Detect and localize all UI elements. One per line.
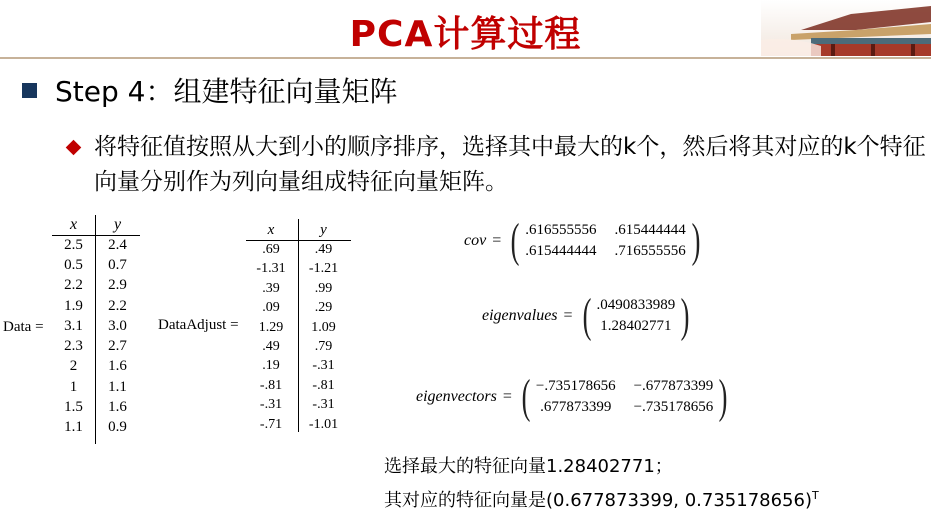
result-text <box>384 452 819 515</box>
eigenvalues-vector <box>482 289 693 342</box>
cov-grid <box>523 222 688 260</box>
adjust_table-cell: .79 <box>314 339 333 355</box>
data_table-cell: 1.9 <box>64 297 83 314</box>
cov-entry: .716555556 <box>614 243 686 259</box>
cov-name: cov <box>464 232 487 249</box>
eigenvectors-entry: −.735178656 <box>633 399 714 415</box>
data_table-cell: 3.0 <box>108 317 127 334</box>
data_table-cell: 0.9 <box>108 419 127 436</box>
eigenvectors-entry: .677873399 <box>540 399 612 415</box>
data-table-header <box>52 215 140 235</box>
data_table-cell: 2.3 <box>64 338 83 355</box>
adjust_table-cell: .69 <box>262 242 280 258</box>
adjust_table-cell: -1.01 <box>308 416 339 432</box>
data_table-row <box>52 336 140 356</box>
adjust_table-cell: .99 <box>314 280 333 296</box>
transpose-superscript: T <box>811 489 819 502</box>
right-paren: ) <box>680 289 690 342</box>
data_table-row <box>52 235 140 255</box>
data_table-cell: 0.7 <box>108 256 127 273</box>
data-table-divider <box>95 215 96 444</box>
decorative-architecture-image <box>761 0 931 56</box>
data_table-cell: 1.6 <box>108 358 127 375</box>
data_table-row <box>52 255 140 275</box>
result-line-2 <box>384 481 819 515</box>
step-heading-text: Step 4：组建特征向量矩阵 <box>55 75 398 108</box>
eigenvectors-entry: −.735178656 <box>535 378 616 394</box>
eigenvalues-equals: = <box>563 307 573 324</box>
data_table-cell: 1.6 <box>108 399 127 416</box>
result-line-1: 选择最大的特征向量1.28402771； <box>384 456 673 477</box>
adjust_table-cell: -.81 <box>259 377 283 393</box>
eigenvectors-equals: = <box>502 388 512 405</box>
left-paren: ( <box>510 214 520 267</box>
data_table-row <box>52 418 140 438</box>
adjust_table-cell: -.31 <box>312 358 335 374</box>
data_table-cell: 1.5 <box>64 399 83 416</box>
data_table-cell: 2.2 <box>64 277 83 294</box>
adjust-table-label: DataAdjust = <box>158 317 239 333</box>
data_table-row <box>52 357 140 377</box>
adjust-table-divider <box>298 219 299 432</box>
header-x: x <box>69 216 78 233</box>
data-table-header-rule <box>52 235 140 236</box>
adjust_table-cell: .49 <box>314 242 333 258</box>
left-paren: ( <box>582 289 591 342</box>
cov-entry: .616555556 <box>525 222 597 238</box>
data_table-cell: 2.2 <box>108 297 127 314</box>
data_table-row <box>52 397 140 417</box>
adjust_table-cell: .19 <box>262 358 280 374</box>
data_table-cell: 1 <box>69 378 78 395</box>
right-paren: ) <box>718 370 728 423</box>
data_table-row <box>52 276 140 296</box>
data_table-cell: 2.9 <box>108 277 127 294</box>
cov-equals: = <box>492 232 502 249</box>
adjust_table-cell: -.71 <box>259 416 283 432</box>
slide-title: PCA计算过程 <box>349 14 582 55</box>
data_table-row <box>52 316 140 336</box>
eigenvectors-entry: −.677873399 <box>633 378 714 394</box>
data-table <box>52 215 140 438</box>
cov-matrix <box>464 214 704 267</box>
data_table-cell: 2.7 <box>108 338 127 355</box>
header-y: y <box>320 222 327 239</box>
diamond-bullet-icon <box>66 140 82 156</box>
result-line-2-text: 其对应的特征向量是(0.677873399, 0.735178656) <box>384 490 812 511</box>
eigenvalues-name: eigenvalues <box>482 307 558 324</box>
eigenvectors-grid <box>534 378 715 416</box>
header-x: x <box>267 222 275 239</box>
left-paren: ( <box>521 370 531 423</box>
adjust_table-cell: 1.29 <box>258 319 284 335</box>
data_table-cell: 0.5 <box>64 256 83 273</box>
square-bullet-icon <box>22 83 37 98</box>
header-y: y <box>113 216 122 233</box>
adjust_table-cell: .29 <box>314 300 333 316</box>
eigenvalues-grid <box>595 297 678 335</box>
data_table-row <box>52 296 140 316</box>
step-heading <box>22 70 397 110</box>
adjust_table-cell: .09 <box>262 300 280 316</box>
data_table-cell: 3.1 <box>64 317 83 334</box>
eigenvalues-entry: .0490833989 <box>596 297 676 313</box>
bullet-text: 将特征值按照从大到小的顺序排序，选择其中最大的k个，然后将其对应的k个特征向量分别作为列向量组成特征向量矩阵。 <box>94 134 926 195</box>
data_table-cell: 1.1 <box>64 419 83 436</box>
adjust_table-cell: .49 <box>262 339 280 355</box>
bullet-paragraph <box>68 130 928 200</box>
data_table-cell: 2.4 <box>108 236 127 253</box>
data-table-label: Data = <box>3 319 44 335</box>
adjust_table-cell: -1.21 <box>308 261 339 277</box>
data_table-row <box>52 377 140 397</box>
eigenvalues-entry: 1.28402771 <box>600 318 672 334</box>
adjust_table-cell: 1.09 <box>311 319 336 335</box>
cov-entry: .615444444 <box>525 243 597 259</box>
cov-entry: .615444444 <box>614 222 686 238</box>
adjust_table-cell: -.81 <box>312 377 335 393</box>
eigenvectors-matrix <box>416 370 731 423</box>
right-paren: ) <box>691 214 701 267</box>
adjust_table-cell: -.31 <box>312 397 335 413</box>
data_table-cell: 2 <box>69 358 78 375</box>
title-divider <box>0 57 931 59</box>
data_table-cell: 1.1 <box>108 378 127 395</box>
adjust_table-cell: .39 <box>262 280 280 296</box>
data_table-cell: 2.5 <box>64 236 83 253</box>
adjust_table-cell: -.31 <box>259 397 283 413</box>
adjust_table-cell: -1.31 <box>256 261 286 277</box>
eigenvectors-name: eigenvectors <box>416 388 497 405</box>
